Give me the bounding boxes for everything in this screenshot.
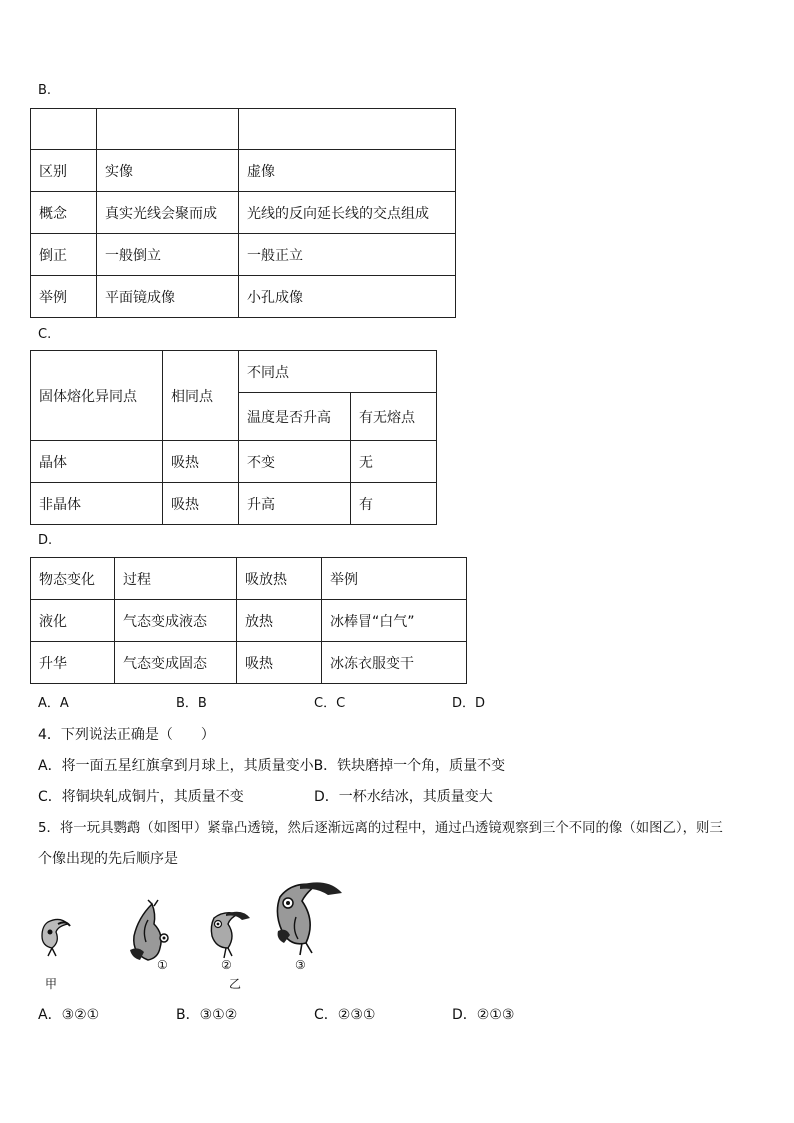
section-b-label: B. [38,83,52,98]
parrot-jia-image [42,919,70,956]
table-cell: 吸放热 [237,558,322,600]
q3-option-a[interactable]: A．A [38,696,69,711]
figure-label-yi: 乙 [229,977,242,991]
table-cell: 光线的反向延长线的交点组成 [239,192,456,234]
q5-option-b[interactable]: B．③①② [176,1007,238,1023]
table-cell: 小孔成像 [239,276,456,318]
table-cell: 举例 [31,276,97,318]
table-cell: 升高 [239,483,351,525]
table-cell: 气态变成固态 [115,642,237,684]
table-row [31,558,467,600]
figure-label-jia: 甲 [45,977,58,991]
q3-option-b[interactable]: B．B [176,696,207,711]
table-row [31,234,456,276]
table-cell: 吸热 [163,483,239,525]
figure-label-1: ① [157,958,168,972]
table-b [30,108,456,318]
table-cell: 放热 [237,600,322,642]
q4-options-ab[interactable]: A．将一面五星红旗拿到月球上，其质量变小B．铁块磨掉一个角，质量不变 [38,758,506,774]
figure-label-3: ③ [295,958,306,972]
table-cell: 举例 [322,558,467,600]
table-row [31,150,456,192]
table-cell: 液化 [31,600,115,642]
q4-option-c[interactable]: C．将铜块轧成铜片，其质量不变 [38,789,244,805]
table-cell: 气态变成液态 [115,600,237,642]
table-cell: 实像 [97,150,239,192]
table-cell: 升华 [31,642,115,684]
table-cell: 晶体 [31,441,163,483]
table-row [31,441,437,483]
table-cell: 吸热 [163,441,239,483]
q4-option-d[interactable]: D．一杯水结冰，其质量变大 [314,789,493,805]
table-cell: 真实光线会聚而成 [97,192,239,234]
table-row [31,351,437,393]
table-row [31,642,467,684]
table-cell: 有 [351,483,437,525]
q5-stem-line1: 5．将一玩具鹦鹉（如图甲）紧靠凸透镜，然后逐渐远离的过程中，通过凸透镜观察到三个不同的像（如图乙），则三 [38,821,723,836]
table-cell: 物态变化 [31,558,115,600]
table-d [30,557,467,684]
table-cell: 区别 [31,150,97,192]
table-cell: 概念 [31,192,97,234]
table-cell: 一般倒立 [97,234,239,276]
figure-label-2: ② [221,958,232,972]
table-cell: 冰棒冒“白气” [322,600,467,642]
table-cell: 不同点 [239,351,437,393]
table-cell: 平面镜成像 [97,276,239,318]
table-cell: 不变 [239,441,351,483]
table-cell: 虚像 [239,150,456,192]
q3-option-d[interactable]: D．D [452,696,486,711]
table-cell [31,109,97,150]
table-cell: 吸热 [237,642,322,684]
parrot-figure [30,875,370,995]
table-row [31,276,456,318]
table-cell: 非晶体 [31,483,163,525]
table-cell [97,109,239,150]
q5-stem-line2: 个像出现的先后顺序是 [38,851,178,867]
parrot-image-2 [211,912,250,958]
table-cell: 冰冻衣服变干 [322,642,467,684]
parrot-image-1 [130,900,168,960]
section-c-label: C. [38,327,52,342]
table-cell: 温度是否升高 [239,393,351,441]
q5-option-a[interactable]: A．③②① [38,1007,100,1023]
q5-option-d[interactable]: D．②①③ [452,1007,515,1023]
table-cell: 有无熔点 [351,393,437,441]
table-cell [239,109,456,150]
table-cell: 一般正立 [239,234,456,276]
q5-option-c[interactable]: C．②③① [314,1007,376,1023]
q3-option-c[interactable]: C．C [314,696,346,711]
table-cell: 相同点 [163,351,239,441]
table-row [31,192,456,234]
q4-stem: 4．下列说法正确是（ ） [38,727,215,743]
parrot-image-3 [277,882,342,955]
table-row [31,483,437,525]
table-cell: 固体熔化异同点 [31,351,163,441]
section-d-label: D. [38,533,53,548]
table-cell: 倒正 [31,234,97,276]
table-cell: 过程 [115,558,237,600]
table-c [30,350,437,525]
table-row [31,600,467,642]
table-cell: 无 [351,441,437,483]
table-row [31,109,456,150]
